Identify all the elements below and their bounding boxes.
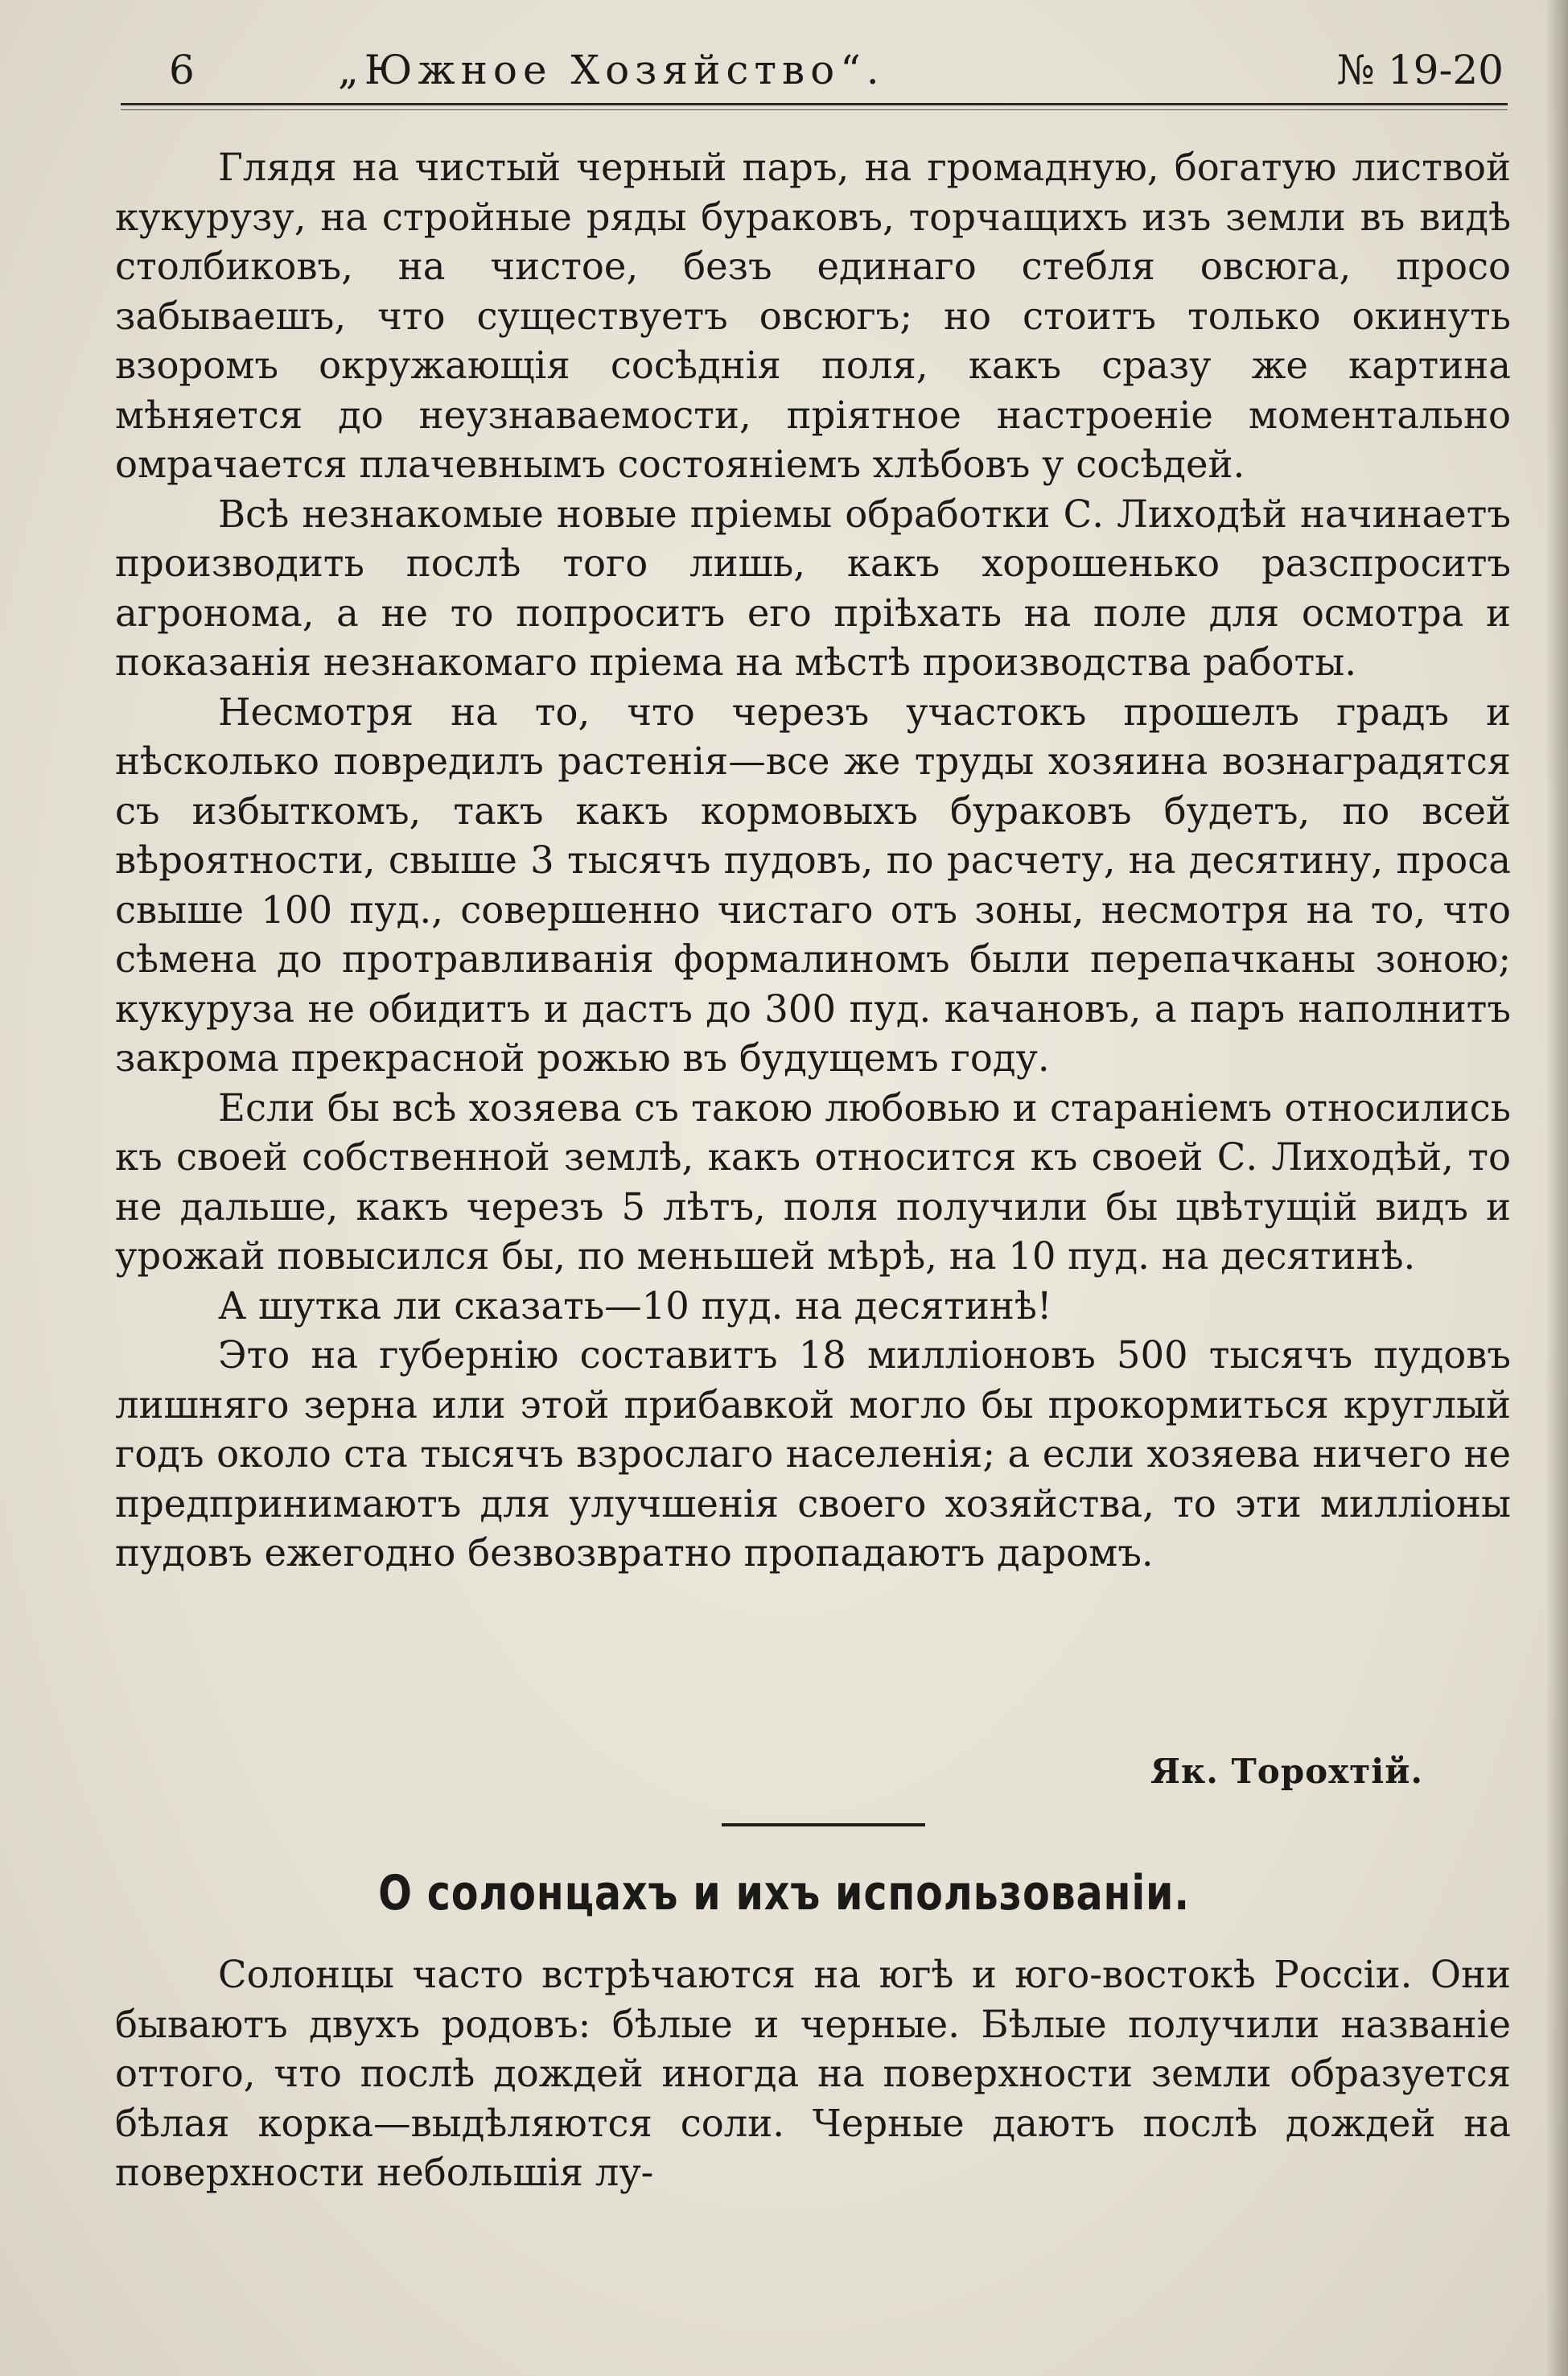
page-header [121, 47, 1504, 103]
paragraph: А шутка ли сказать—10 пуд. на десятинѣ! [218, 1283, 1052, 1328]
paragraph: Солонцы часто встрѣчаются на югѣ и юго-востокѣ Россіи. Они бываютъ двухъ родовъ: бѣлые и черные. Бѣлые получили названіе оттого, что послѣ дождей иногда на поверхности земли образуется бѣлая корка—выдѣляются соли. Черные даютъ послѣ дождей на поверхности небольшія лу- [115, 1953, 1511, 2194]
page-number: 6 [169, 47, 195, 93]
paragraph: Если бы всѣ хозяева съ такою любовью и стараніемъ относились къ своей собственной землѣ, какъ относится къ своей С. Лиходѣй, то не дальше, какъ черезъ 5 лѣтъ, поля получили бы цвѣтущій видъ и урожай повысился бы, по меньшей мѣрѣ, на 10 пуд. на десятинѣ. [115, 1085, 1511, 1278]
article-body-second [115, 1950, 1511, 2198]
paragraph: Несмотря на то, что черезъ участокъ прошелъ градъ и нѣсколько повредилъ растенія—все же труды хозяина вознаградятся съ избыткомъ, такъ какъ кормовыхъ бураковъ будетъ, по всей вѣроятности, свыше 3 тысячъ пудовъ, по расчету, на десятину, проса свыше 100 пуд., совершенно чистаго отъ зоны, несмотря на то, что сѣмена до протравливанія формалиномъ были перепачканы зоною; кукуруза не обидитъ и дастъ до 300 пуд. качановъ, а паръ наполнитъ закрома прекрасной рожью въ будущемъ году. [115, 690, 1511, 1080]
paragraph: Глядя на чистый черный паръ, на громадную, богатую листвой кукурузу, на стройные ряды бураковъ, торчащихъ изъ земли въ видѣ столбиковъ, на чистое, безъ единаго стебля овсюга, просо забываешъ, что существуетъ овсюгъ; но стоитъ только окинуть взоромъ окружающія сосѣднія поля, какъ сразу же картина мѣняется до неузнаваемости, пріятное настроеніе моментально омрачается плачевнымъ состояніемъ хлѣбовъ у сосѣдей. [115, 146, 1511, 486]
header-rule [121, 103, 1508, 105]
header-rule-thin [121, 109, 1508, 110]
paragraph: Это на губернію составитъ 18 милліоновъ 500 тысячъ пудовъ лишняго зерна или этой прибавкой могло бы прокормиться круглый годъ около ста тысячъ взрослаго населенія; а если хозяева ничего не предпринимаютъ для улучшенія своего хозяйства, то эти милліоны пудовъ ежегодно безвозвратно пропадаютъ даромъ. [115, 1333, 1511, 1575]
page-edge-shadow [1545, 0, 1568, 2376]
section-separator [722, 1823, 925, 1826]
issue-number: № 19-20 [1336, 47, 1504, 93]
article-body [115, 143, 1511, 1579]
paragraph: Всѣ незнакомые новые пріемы обработки С. Лиходѣй начинаетъ производить послѣ того лишь, какъ хорошенько разспроситъ агронома, а не то попроситъ его пріѣхать на поле для осмотра и показанія незнакомаго пріема на мѣстѣ производства работы. [115, 492, 1511, 684]
author-signature: Як. Торохтій. [1150, 1752, 1423, 1791]
journal-title: „Южное Хозяйство“. [338, 47, 885, 93]
article-title: О солонцахъ и ихъ использованіи. [378, 1865, 1190, 1921]
